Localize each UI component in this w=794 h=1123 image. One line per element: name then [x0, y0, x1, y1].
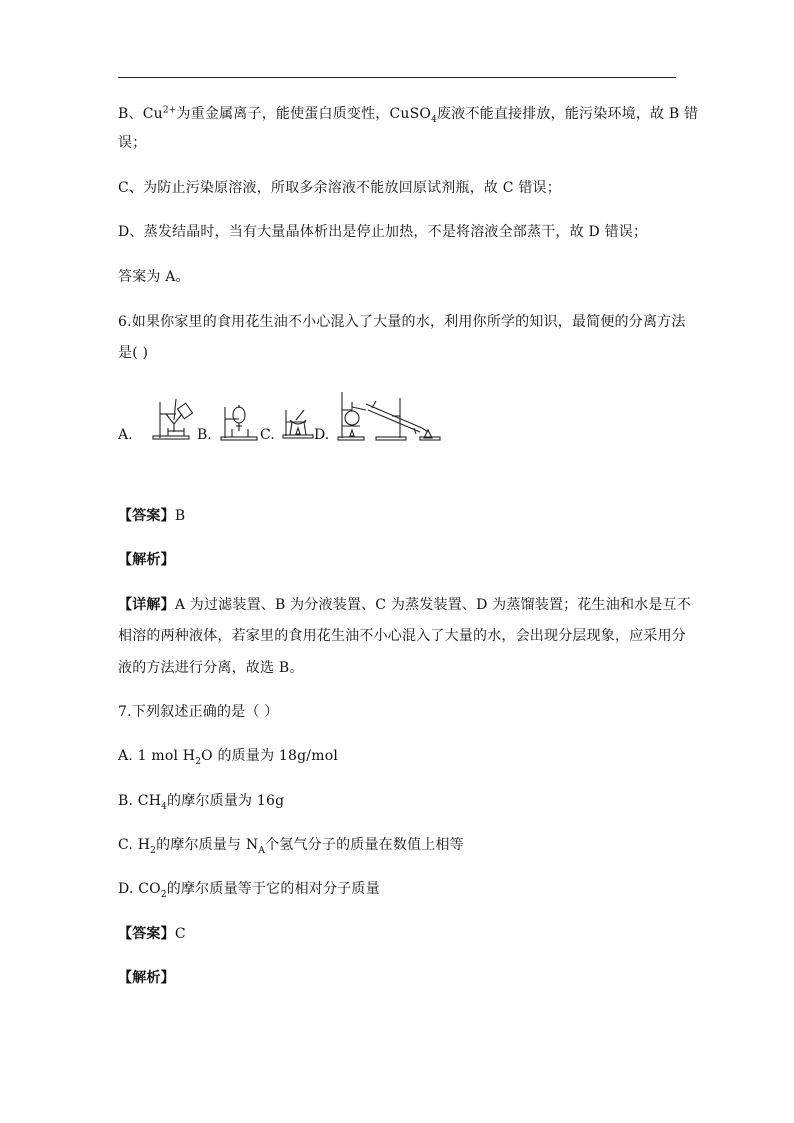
explain-b-cont: 误；	[118, 135, 147, 151]
explain-b-text-2: 为重金属离子，能使蛋白质变性，CuSO	[176, 106, 432, 122]
q7-option-b	[118, 792, 284, 810]
q7-c-sub-1: 2	[150, 845, 157, 856]
q6-detail-line-1	[118, 596, 691, 614]
q6-stem-line-2: 是( )	[118, 345, 149, 361]
q7-d-text-1: D. CO	[118, 881, 161, 897]
q6-detail-line-2: 相溶的两种液体，若家里的食用花生油不小心混入了大量的水，会出现分层现象，应采用分	[118, 628, 686, 644]
q6-detail-tag: 【详解】	[118, 597, 175, 613]
filtration-apparatus-icon	[150, 398, 200, 440]
q6-detail-text-1: A 为过滤装置、B 为分液装置、C 为蒸发装置、D 为蒸馏装置；花生油和水是互不	[174, 597, 691, 613]
q7-b-text-2: 的摩尔质量为 16g	[167, 793, 285, 809]
q7-b-sub: 4	[161, 801, 168, 812]
q7-a-text-2: O 的质量为 18g/mol	[201, 748, 339, 764]
q7-stem: 7.下列叙述正确的是（ ）	[118, 704, 279, 720]
q7-a-text-1: A. 1 mol H	[118, 748, 196, 764]
explain-b-sup: 2+	[162, 105, 177, 116]
previous-answer: 答案为 A。	[118, 269, 190, 285]
q6-answer-value: B	[174, 508, 186, 524]
q7-answer	[118, 925, 186, 943]
q6-answer	[118, 507, 185, 525]
q6-option-c-label: C.	[260, 427, 275, 443]
q7-c-sub-2: A	[258, 845, 266, 856]
separatory-funnel-apparatus-icon	[219, 405, 261, 440]
distillation-apparatus-icon	[336, 390, 442, 440]
q7-answer-tag: 【答案】	[118, 926, 175, 942]
q6-option-b-label: B.	[197, 427, 212, 443]
q7-a-sub: 2	[195, 756, 202, 767]
explain-b-sub: 4	[431, 114, 438, 125]
explain-b-line	[118, 105, 698, 123]
explain-b-text-1: B、Cu	[118, 106, 163, 122]
q6-detail-line-3: 液的方法进行分离，故选 B。	[118, 660, 304, 676]
q7-analysis-tag: 【解析】	[118, 970, 175, 986]
evaporation-apparatus-icon	[282, 408, 314, 438]
explain-b-text-3: 废液不能直接排放，能污染环境，故 B 错	[437, 106, 699, 122]
q7-option-d	[118, 880, 380, 898]
explain-c-line: C、为防止污染原溶液，所取多余溶液不能放回原试剂瓶，故 C 错误；	[118, 180, 561, 196]
q7-option-c	[118, 836, 464, 854]
q6-analysis-tag: 【解析】	[118, 552, 175, 568]
q7-c-text-1: C. H	[118, 837, 151, 853]
q7-d-sub: 2	[160, 889, 167, 900]
q7-option-a	[118, 747, 338, 765]
q6-option-a-label: A.	[118, 427, 133, 443]
q7-c-text-3: 个氢气分子的质量在数值上相等	[265, 837, 464, 853]
explain-d-line: D、蒸发结晶时，当有大量晶体析出是停止加热，不是将溶液全部蒸干，故 D 错误；	[118, 224, 648, 240]
q7-b-text-1: B. CH	[118, 793, 162, 809]
header-rule	[118, 77, 676, 78]
q7-answer-value: C	[174, 926, 186, 942]
q6-answer-tag: 【答案】	[118, 508, 175, 524]
q7-d-text-2: 的摩尔质量等于它的相对分子质量	[166, 881, 380, 897]
q7-c-text-2: 的摩尔质量与 N	[156, 837, 259, 853]
q6-option-d-label: D.	[314, 427, 330, 443]
q6-stem-line-1: 6.如果你家里的食用花生油不小心混入了大量的水，利用你所学的知识，最简便的分离方法	[118, 314, 686, 330]
